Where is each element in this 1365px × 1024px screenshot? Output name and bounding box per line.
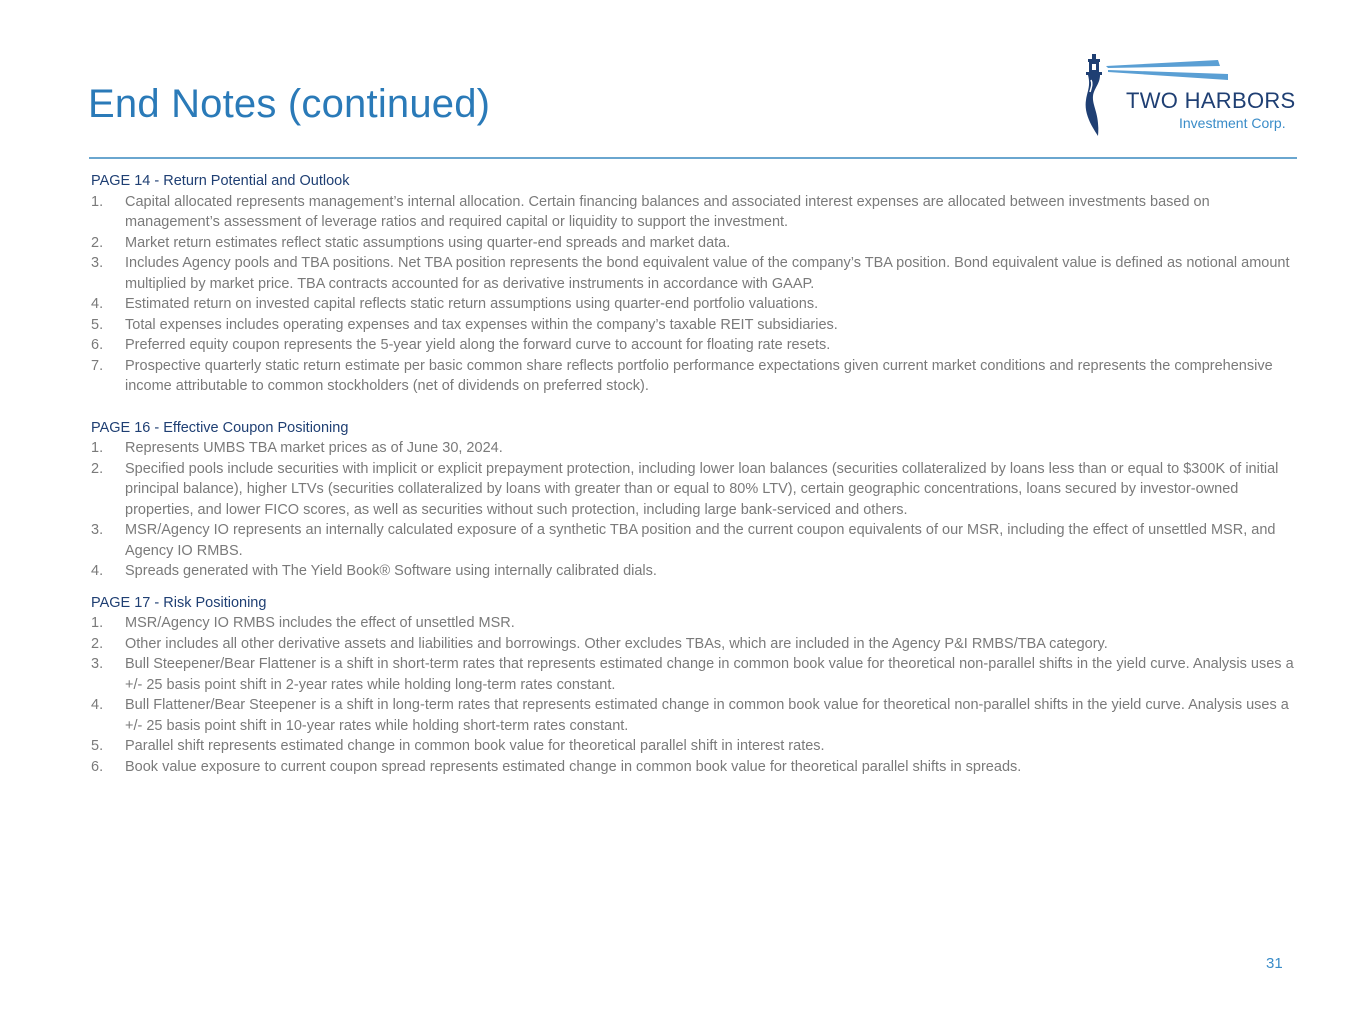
note-item: 2. Specified pools include securities with implicit or explicit prepayment protection, including lower loan balances (securities collateralized by loans less than or equal to $300K of initial principal balance), higher LTVs (securities collateralized by loans with greater than or equal to 80% LTV), certain geographic concentrations, loans secured by investor-owned properties, and lower FICO scores, as well as securities without such protection, including large bank-serviced and others. xyxy=(91,460,1279,518)
note-item: 1. Capital allocated represents management’s internal allocation. Certain financing balances and associated interest expenses are allocated between investments based on management’s assessment of leverage ratios and required capital or liquidity to support the investment. xyxy=(91,193,1210,230)
title-divider xyxy=(89,157,1297,159)
section-page-17 xyxy=(91,593,1301,778)
note-item: 5. Total expenses includes operating expenses and tax expenses within the company’s taxable REIT subsidiaries. xyxy=(91,316,838,333)
note-text: Book value exposure to current coupon spread represents estimated change in common book value for theoretical parallel shifts in spreads. xyxy=(125,758,1022,775)
company-logo xyxy=(1078,52,1306,142)
note-item: 7. Prospective quarterly static return estimate per basic common share reflects portfolio performance expectations given current market conditions and represents the comprehensive income attributable to common stockholders (net of dividends on preferred stock). xyxy=(91,357,1273,394)
note-text: Preferred equity coupon represents the 5-year yield along the forward curve to account for floating rate resets. xyxy=(125,337,831,353)
note-item: 2. Other includes all other derivative assets and liabilities and borrowings. Other excludes TBAs, which are included in the Agency P&I RMBS/TBA category. xyxy=(91,635,1108,652)
note-item: 1. Represents UMBS TBA market prices as of June 30, 2024. xyxy=(91,440,503,456)
note-text: Market return estimates reflect static assumptions using quarter-end spreads and market data. xyxy=(125,234,731,251)
note-text: Bull Steepener/Bear Flattener is a shift in short-term rates that represents estimated change in common book value for theoretical non-parallel shifts in the yield curve. Analysis uses a +/- 25 basis point shift in 2-year rates while holding long-term rates constant. xyxy=(125,656,1294,693)
end-notes xyxy=(91,171,1301,777)
page-title: End Notes (continued) xyxy=(88,82,491,126)
note-text: Capital allocated represents management’s internal allocation. Certain financing balances and associated interest expenses are allocated between investments based on management’s assessment of leverage ratios and required capital or liquidity to support the investment. xyxy=(125,193,1210,230)
note-text: MSR/Agency IO represents an internally calculated exposure of a synthetic TBA position and the current coupon equivalents of our MSR, including the effect of unsettled MSR, and Agency IO RMBS. xyxy=(125,522,1276,559)
note-text: Other includes all other derivative assets and liabilities and borrowings. Other excludes TBAs, which are included in the Agency P&I RMBS/TBA category. xyxy=(125,635,1108,652)
notes-list xyxy=(91,192,1301,397)
note-item: 4. Bull Flattener/Bear Steepener is a shift in long-term rates that represents estimated change in common book value for theoretical non-parallel shifts in the yield curve. Analysis uses a +/- 25 basis point shift in 10-year rates while holding short-term rates constant. xyxy=(91,697,1289,734)
section-page-14 xyxy=(91,171,1301,397)
note-text: Estimated return on invested capital reflects static return assumptions using quarter-end portfolio valuations. xyxy=(125,296,819,312)
section-page-16 xyxy=(91,418,1301,582)
note-text: Parallel shift represents estimated change in common book value for theoretical parallel shift in interest rates. xyxy=(125,738,825,754)
note-text: Represents UMBS TBA market prices as of June 30, 2024. xyxy=(125,440,503,456)
note-item: 1. MSR/Agency IO RMBS includes the effect of unsettled MSR. xyxy=(91,615,515,631)
section-heading: PAGE 14 - Return Potential and Outlook xyxy=(91,173,350,189)
note-item: 6. Book value exposure to current coupon spread represents estimated change in common book value for theoretical parallel shifts in spreads. xyxy=(91,758,1022,775)
note-item: 6. Preferred equity coupon represents the 5-year yield along the forward curve to account for floating rate resets. xyxy=(91,337,831,353)
note-text: Prospective quarterly static return estimate per basic common share reflects portfolio performance expectations given current market conditions and represents the comprehensive income attributable to common stockholders (net of dividends on preferred stock). xyxy=(125,357,1273,394)
note-item: 5. Parallel shift represents estimated change in common book value for theoretical parallel shift in interest rates. xyxy=(91,738,825,754)
notes-list xyxy=(91,438,1301,582)
page-number: 31 xyxy=(1266,955,1283,972)
note-item: 2. Market return estimates reflect static assumptions using quarter-end spreads and market data. xyxy=(91,234,731,251)
section-heading: PAGE 16 - Effective Coupon Positioning xyxy=(91,419,349,436)
note-text: Specified pools include securities with implicit or explicit prepayment protection, including lower loan balances (securities collateralized by loans less than or equal to $300K of initial principal balance), higher LTVs (securities collateralized by loans with greater than or equal to 80% LTV), certain geographic concentrations, loans secured by investor-owned properties, and lower FICO scores, as well as securities without such protection, including large bank-serviced and others. xyxy=(125,460,1279,518)
logo-company-subtitle: Investment Corp. xyxy=(1179,115,1286,131)
note-item: 3. Includes Agency pools and TBA positions. Net TBA position represents the bond equivalent value of the company’s TBA position. Bond equivalent value is defined as notional amount multiplied by market price. TBA contracts accounted for as derivative instruments in accordance with GAAP. xyxy=(91,255,1290,292)
notes-list xyxy=(91,613,1301,777)
note-text: Bull Flattener/Bear Steepener is a shift in long-term rates that represents estimated change in common book value for theoretical non-parallel shifts in the yield curve. Analysis uses a +/- 25 basis point shift in 10-year rates while holding short-term rates constant. xyxy=(125,697,1289,734)
note-item: 3. Bull Steepener/Bear Flattener is a shift in short-term rates that represents estimated change in common book value for theoretical non-parallel shifts in the yield curve. Analysis uses a +/- 25 basis point shift in 2-year rates while holding long-term rates constant. xyxy=(91,656,1294,693)
note-item: 4. Estimated return on invested capital reflects static return assumptions using quarter-end portfolio valuations. xyxy=(91,296,819,312)
section-heading: PAGE 17 - Risk Positioning xyxy=(91,594,267,611)
note-text: Includes Agency pools and TBA positions. Net TBA position represents the bond equivalent value of the company’s TBA position. Bond equivalent value is defined as notional amount multiplied by market price. TBA contracts accounted for as derivative instruments in accordance with GAAP. xyxy=(125,255,1290,292)
note-item: 3. MSR/Agency IO represents an internally calculated exposure of a synthetic TBA position and the current coupon equivalents of our MSR, including the effect of unsettled MSR, and Agency IO RMBS. xyxy=(91,522,1276,559)
note-text: MSR/Agency IO RMBS includes the effect of unsettled MSR. xyxy=(125,615,515,631)
logo-company-name: TWO HARBORS xyxy=(1126,88,1296,113)
note-item: 4. Spreads generated with The Yield Book® Software using internally calibrated dials. xyxy=(91,563,657,579)
note-text: Spreads generated with The Yield Book® Software using internally calibrated dials. xyxy=(125,563,657,579)
note-text: Total expenses includes operating expenses and tax expenses within the company’s taxable REIT subsidiaries. xyxy=(125,316,838,333)
